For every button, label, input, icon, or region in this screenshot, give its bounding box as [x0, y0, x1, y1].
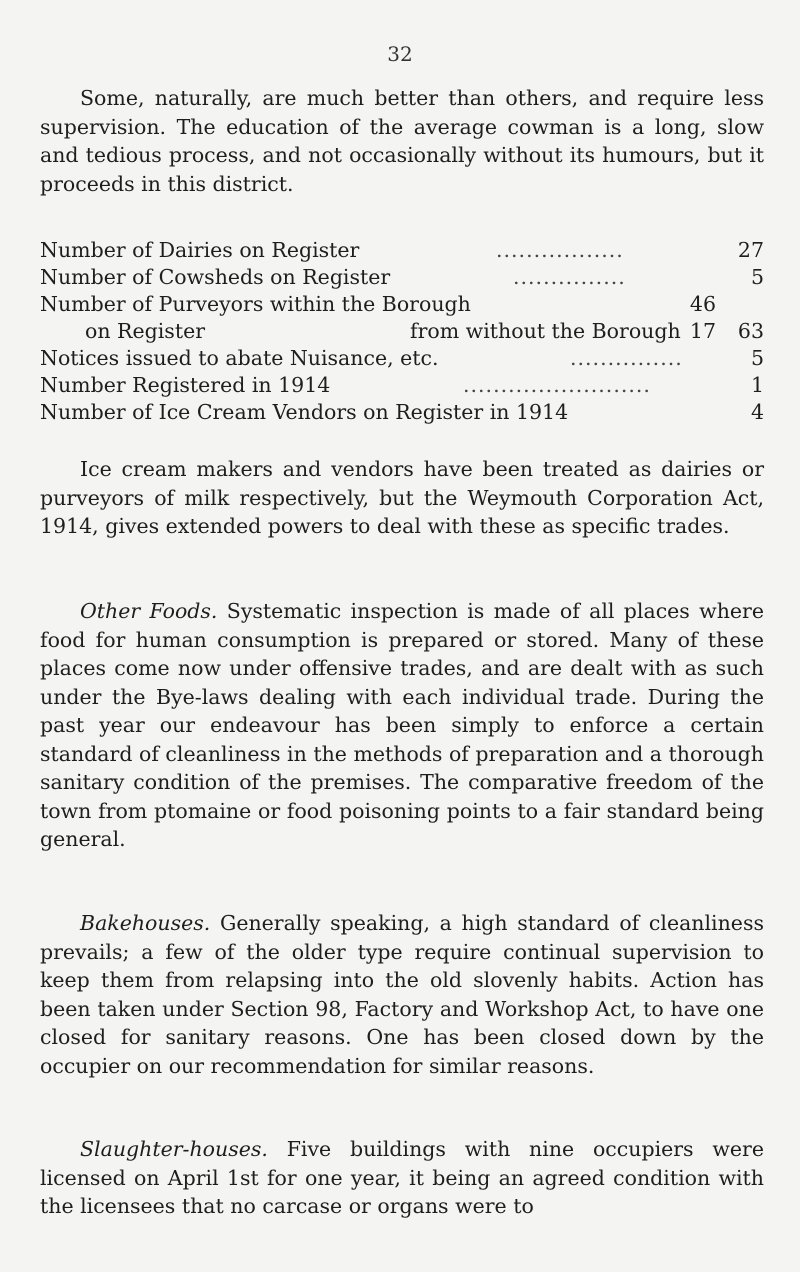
stat-row-ice-cream: [40, 399, 764, 426]
stat-sublabel: from without the Borough: [410, 319, 681, 343]
other-foods-paragraph: [40, 597, 764, 854]
other-foods-text: Systematic inspection is made of all places where food for human consumption is prepared or stored. Many of these places come now under offensive trades, and are dealt with as such under the Bye-laws dealing with each individual trade. During the past year our endeavour has been simply to enforce a certain standard of cleanliness in the methods of preparation and a thorough sanitary condition of the premises. The comparative freedom of the town from ptomaine or food poisoning points to a fair standard being general.: [40, 599, 764, 851]
stat-row-registered-1914: Number Registered in 1914 ......................... 1: [40, 373, 764, 397]
slaughterhouses-heading: Slaughter-houses.: [80, 1137, 268, 1161]
bakehouses-heading: Bakehouses.: [80, 911, 211, 935]
stat-total: 63: [737, 319, 764, 343]
stat-label: Number of Purveyors within the Borough: [40, 292, 471, 316]
stat-label: Notices issued to abate Nuisance, etc.: [40, 346, 439, 370]
stat-value: 5: [750, 346, 764, 370]
slaughterhouses-paragraph: [40, 1135, 764, 1221]
stat-row-cowsheds: Number of Cowsheds on Register ............... 5: [40, 265, 764, 289]
bakehouses-paragraph: [40, 909, 764, 1080]
stat-value: 5: [750, 265, 764, 289]
other-foods-heading: Other Foods.: [80, 599, 218, 623]
stat-label: Number of Ice Cream Vendors on Register in 1914: [40, 400, 569, 424]
dairy-statistics-list: [40, 237, 764, 426]
stat-label: Number Registered in 1914: [40, 373, 331, 397]
stat-row-purveyors-within: [40, 291, 764, 318]
stat-subvalue: 46: [689, 292, 716, 316]
bakehouses-text: Generally speaking, a high standard of cleanliness prevails; a few of the older type require continual supervision to keep them from relapsing into the old slovenly habits. Action has been taken under Section 98, Factory and Workshop Act, to have one closed for sanitary reasons. One has been closed down by the occupier on our recommendation for similar reasons.: [40, 911, 764, 1078]
stat-row-purveyors-without: [40, 318, 764, 345]
stat-value: 1: [750, 373, 764, 397]
page-number: 32: [387, 42, 413, 66]
stat-value: 4: [750, 400, 764, 424]
stat-row-notices: Notices issued to abate Nuisance, etc. ............... 5: [40, 346, 764, 370]
stat-value: 27: [737, 238, 764, 262]
intro-paragraph: Some, naturally, are much better than others, and require less supervision. The education of the average cowman is a long, slow and tedious process, and not occasionally without its humours, but it proceeds in this district.: [40, 86, 764, 196]
slaughterhouses-text: Five buildings with nine occupiers were licensed on April 1st for one year, it being an agreed condition with the licensees that no carcase or organs were to: [40, 1137, 764, 1218]
stat-label: on Register: [85, 319, 205, 343]
stat-row-dairies: Number of Dairies on Register ................. 27: [40, 238, 764, 262]
stat-subvalue: 17: [689, 319, 716, 343]
stat-label: Number of Cowsheds on Register: [40, 265, 391, 289]
ice-cream-paragraph: Ice cream makers and vendors have been treated as dairies or purveyors of milk respectively, but the Weymouth Corporation Act, 1914, gives extended powers to deal with these as specific trades.: [40, 457, 764, 538]
stat-label: Number of Dairies on Register: [40, 238, 360, 262]
